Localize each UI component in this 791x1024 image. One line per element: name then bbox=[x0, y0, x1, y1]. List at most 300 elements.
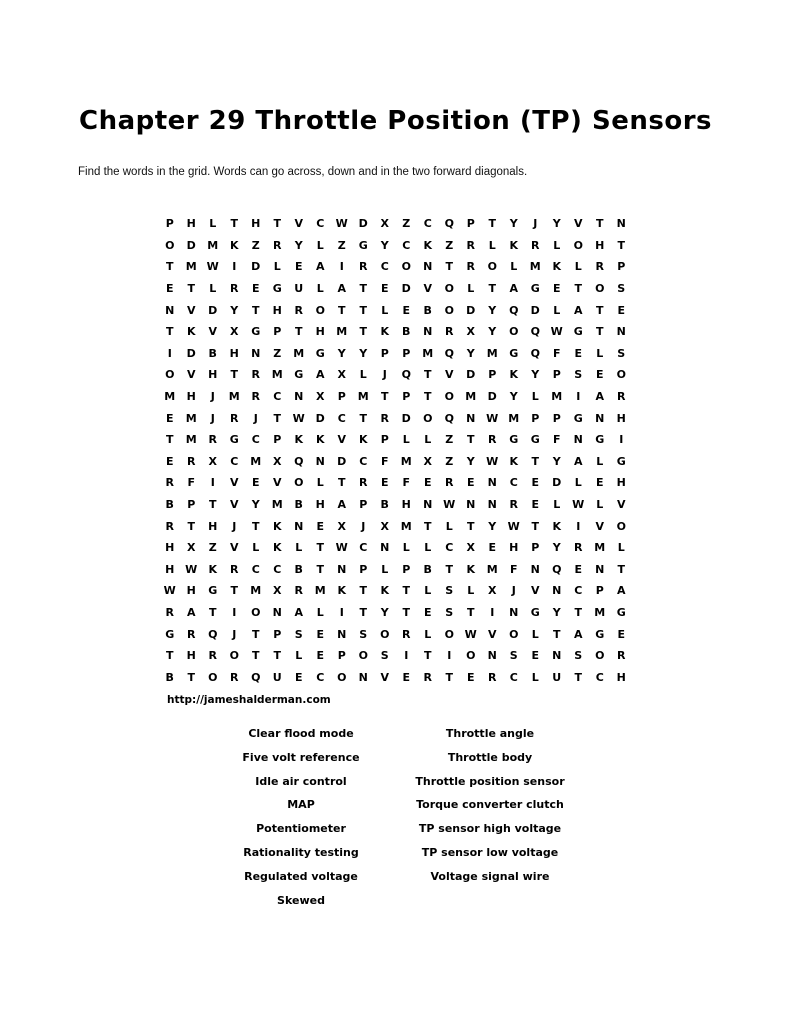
grid-cell: Z bbox=[402, 217, 411, 231]
grid-cell: V bbox=[573, 217, 583, 231]
grid-cell: S bbox=[617, 282, 626, 296]
grid-cell: S bbox=[509, 649, 518, 663]
grid-cell: T bbox=[466, 605, 475, 619]
grid-cell: Z bbox=[445, 433, 454, 447]
grid-cell: G bbox=[573, 411, 583, 425]
grid-cell: E bbox=[466, 476, 475, 490]
grid-cell: M bbox=[594, 605, 606, 619]
grid-cell: M bbox=[207, 238, 219, 252]
grid-cell: S bbox=[574, 649, 583, 663]
grid-cell: G bbox=[294, 368, 304, 382]
grid-cell: E bbox=[531, 498, 539, 512]
grid-cell: E bbox=[316, 519, 324, 533]
grid-cell: V bbox=[423, 282, 432, 296]
grid-cell: R bbox=[423, 670, 432, 684]
grid-cell: P bbox=[531, 411, 540, 425]
grid-cell: T bbox=[359, 282, 367, 296]
grid-cell: E bbox=[466, 670, 475, 684]
grid-cell: E bbox=[165, 282, 174, 296]
grid-cell: K bbox=[423, 238, 433, 252]
grid-cell: N bbox=[466, 411, 476, 425]
grid-cell: E bbox=[165, 411, 174, 425]
grid-cell: K bbox=[380, 584, 390, 598]
grid-cell: T bbox=[617, 562, 625, 576]
grid-cell: X bbox=[187, 541, 196, 555]
instructions-text: Find the words in the grid. Words can go across, down and in the two forward diagonals. bbox=[78, 166, 528, 178]
grid-cell: N bbox=[337, 627, 347, 641]
grid-cell: T bbox=[208, 605, 217, 619]
grid-cell: A bbox=[186, 605, 196, 619]
grid-cell: T bbox=[187, 670, 195, 684]
grid-cell: M bbox=[486, 562, 498, 576]
grid-cell: N bbox=[487, 476, 497, 490]
grid-cell: V bbox=[530, 584, 540, 598]
grid-cell: L bbox=[402, 433, 410, 447]
grid-cell: E bbox=[574, 346, 582, 360]
grid-cell: P bbox=[466, 217, 475, 231]
word-list-item: Throttle angle bbox=[445, 727, 535, 740]
grid-cell: I bbox=[167, 346, 172, 360]
grid-cell: R bbox=[574, 541, 583, 555]
grid-cell: J bbox=[253, 411, 258, 425]
grid-cell: N bbox=[487, 498, 497, 512]
grid-cell: N bbox=[251, 346, 261, 360]
grid-cell: S bbox=[294, 627, 303, 641]
grid-cell: Y bbox=[380, 605, 389, 619]
grid-cell: T bbox=[273, 411, 281, 425]
grid-cell: Y bbox=[488, 519, 497, 533]
grid-cell: V bbox=[229, 476, 239, 490]
grid-cell: O bbox=[423, 411, 433, 425]
grid-cell: M bbox=[250, 454, 262, 468]
grid-cell: G bbox=[165, 627, 175, 641]
grid-cell: O bbox=[337, 670, 347, 684]
grid-cell: V bbox=[595, 519, 604, 533]
grid-cell: Z bbox=[208, 541, 217, 555]
grid-cell: R bbox=[488, 433, 497, 447]
grid-cell: L bbox=[381, 562, 389, 576]
grid-cell: Y bbox=[466, 454, 475, 468]
grid-cell: T bbox=[273, 649, 281, 663]
grid-cell: T bbox=[230, 217, 238, 231]
grid-cell: L bbox=[531, 627, 539, 641]
grid-cell: K bbox=[466, 562, 476, 576]
grid-cell: R bbox=[230, 562, 239, 576]
grid-cell: O bbox=[509, 627, 519, 641]
grid-cell: R bbox=[402, 627, 411, 641]
grid-cell: A bbox=[616, 584, 626, 598]
grid-cell: X bbox=[273, 454, 282, 468]
grid-cell: H bbox=[595, 238, 605, 252]
grid-cell: Q bbox=[552, 562, 562, 576]
page-title: Chapter 29 Throttle Position (TP) Sensors bbox=[79, 106, 712, 136]
grid-cell: T bbox=[445, 670, 453, 684]
grid-cell: I bbox=[576, 390, 581, 404]
grid-cell: G bbox=[573, 325, 583, 339]
grid-cell: H bbox=[186, 649, 196, 663]
grid-cell: V bbox=[380, 670, 389, 684]
grid-cell: R bbox=[531, 238, 540, 252]
grid-cell: T bbox=[595, 325, 604, 339]
grid-cell: L bbox=[424, 433, 432, 447]
grid-cell: N bbox=[595, 411, 605, 425]
grid-cell: E bbox=[165, 454, 174, 468]
grid-cell: Z bbox=[337, 238, 346, 252]
grid-cell: A bbox=[573, 454, 583, 468]
grid-cell: P bbox=[488, 368, 497, 382]
grid-cell: N bbox=[530, 562, 540, 576]
grid-cell: A bbox=[573, 303, 583, 317]
grid-cell: W bbox=[486, 411, 499, 425]
grid-cell: K bbox=[380, 325, 390, 339]
grid-cell: E bbox=[251, 476, 260, 490]
grid-cell: B bbox=[294, 562, 303, 576]
grid-cell: N bbox=[509, 605, 519, 619]
grid-cell: G bbox=[530, 433, 540, 447]
grid-cell: R bbox=[230, 670, 239, 684]
grid-cell: O bbox=[595, 282, 605, 296]
grid-cell: K bbox=[509, 238, 519, 252]
grid-cell: E bbox=[531, 649, 539, 663]
grid-cell: E bbox=[574, 562, 582, 576]
grid-cell: I bbox=[404, 649, 409, 663]
grid-cell: D bbox=[401, 282, 411, 296]
grid-cell: T bbox=[466, 519, 475, 533]
grid-cell: C bbox=[380, 260, 389, 274]
grid-cell: H bbox=[251, 217, 261, 231]
grid-cell: H bbox=[165, 541, 175, 555]
grid-cell: L bbox=[596, 346, 604, 360]
grid-cell: V bbox=[294, 217, 303, 231]
grid-cell: R bbox=[617, 649, 626, 663]
grid-cell: Y bbox=[552, 605, 561, 619]
grid-cell: S bbox=[445, 605, 454, 619]
grid-cell: M bbox=[465, 390, 477, 404]
grid-cell: T bbox=[165, 433, 174, 447]
grid-cell: P bbox=[337, 649, 346, 663]
grid-cell: G bbox=[509, 346, 519, 360]
grid-cell: L bbox=[295, 541, 303, 555]
grid-cell: G bbox=[616, 605, 626, 619]
grid-cell: I bbox=[210, 476, 215, 490]
grid-cell: G bbox=[530, 605, 540, 619]
grid-cell: I bbox=[232, 605, 237, 619]
grid-cell: P bbox=[273, 433, 282, 447]
grid-cell: L bbox=[467, 584, 475, 598]
grid-cell: J bbox=[232, 519, 237, 533]
grid-cell: R bbox=[466, 260, 475, 274]
grid-cell: B bbox=[380, 498, 389, 512]
grid-cell: S bbox=[617, 346, 626, 360]
grid-cell: K bbox=[509, 368, 519, 382]
grid-cell: T bbox=[423, 649, 432, 663]
grid-cell: T bbox=[595, 217, 604, 231]
grid-cell: T bbox=[488, 282, 496, 296]
grid-cell: W bbox=[185, 562, 198, 576]
grid-cell: W bbox=[292, 411, 305, 425]
grid-cell: Y bbox=[230, 303, 239, 317]
grid-cell: O bbox=[444, 303, 454, 317]
grid-cell: M bbox=[336, 325, 348, 339]
grid-cell: E bbox=[617, 627, 625, 641]
grid-cell: L bbox=[359, 368, 367, 382]
grid-cell: L bbox=[316, 282, 324, 296]
grid-cell: T bbox=[466, 433, 475, 447]
grid-cell: D bbox=[315, 411, 325, 425]
grid-cell: T bbox=[251, 303, 260, 317]
grid-cell: G bbox=[208, 584, 218, 598]
grid-cell: R bbox=[488, 670, 497, 684]
grid-cell: C bbox=[273, 562, 282, 576]
grid-cell: J bbox=[210, 411, 215, 425]
grid-cell: O bbox=[616, 368, 626, 382]
grid-cell: E bbox=[251, 282, 260, 296]
word-list-item: Clear flood mode bbox=[248, 727, 354, 740]
grid-cell: R bbox=[294, 303, 303, 317]
grid-cell: W bbox=[335, 217, 348, 231]
grid-cell: G bbox=[595, 627, 605, 641]
grid-cell: H bbox=[509, 541, 519, 555]
grid-cell: Y bbox=[509, 217, 518, 231]
grid-cell: B bbox=[165, 670, 174, 684]
grid-cell: D bbox=[186, 346, 196, 360]
grid-cell: N bbox=[358, 670, 368, 684]
grid-cell: P bbox=[165, 217, 174, 231]
grid-cell: Y bbox=[466, 346, 475, 360]
grid-cell: A bbox=[294, 605, 303, 619]
grid-cell: L bbox=[402, 541, 410, 555]
grid-cell: N bbox=[552, 584, 562, 598]
grid-cell: Z bbox=[445, 454, 454, 468]
grid-cell: T bbox=[230, 368, 238, 382]
grid-cell: V bbox=[208, 325, 217, 339]
grid-cell: X bbox=[273, 584, 282, 598]
grid-cell: L bbox=[596, 454, 604, 468]
grid-cell: I bbox=[339, 260, 344, 274]
grid-cell: T bbox=[273, 217, 281, 231]
grid-cell: F bbox=[187, 476, 195, 490]
grid-cell: C bbox=[251, 562, 260, 576]
grid-cell: U bbox=[552, 670, 562, 684]
word-list-item: Throttle body bbox=[447, 750, 533, 764]
grid-cell: V bbox=[337, 433, 346, 447]
grid-cell: L bbox=[574, 476, 582, 490]
grid-cell: C bbox=[316, 670, 325, 684]
grid-cell: R bbox=[208, 649, 217, 663]
grid-cell: O bbox=[165, 368, 175, 382]
grid-cell: R bbox=[617, 390, 626, 404]
grid-cell: P bbox=[402, 562, 411, 576]
grid-cell: Y bbox=[509, 390, 518, 404]
grid-cell: N bbox=[487, 649, 497, 663]
grid-cell: O bbox=[444, 627, 454, 641]
grid-cell: C bbox=[423, 217, 432, 231]
grid-cell: H bbox=[186, 217, 196, 231]
grid-cell: D bbox=[401, 411, 411, 425]
grid-cell: X bbox=[466, 325, 475, 339]
grid-cell: F bbox=[552, 433, 561, 447]
word-list-item: Idle air control bbox=[255, 774, 347, 788]
grid-cell: G bbox=[616, 454, 626, 468]
grid-cell: P bbox=[531, 541, 540, 555]
grid-cell: K bbox=[208, 562, 218, 576]
grid-cell: Q bbox=[530, 346, 540, 360]
grid-cell: R bbox=[208, 433, 217, 447]
grid-cell: P bbox=[273, 325, 282, 339]
grid-cell: W bbox=[206, 260, 219, 274]
grid-cell: M bbox=[271, 498, 283, 512]
grid-cell: C bbox=[316, 217, 325, 231]
grid-cell: W bbox=[443, 498, 456, 512]
grid-cell: T bbox=[251, 627, 260, 641]
grid-cell: L bbox=[424, 541, 432, 555]
grid-cell: A bbox=[573, 627, 583, 641]
grid-cell: S bbox=[380, 649, 389, 663]
grid-cell: O bbox=[444, 390, 454, 404]
grid-cell: C bbox=[509, 670, 518, 684]
grid-cell: J bbox=[533, 217, 538, 231]
grid-cell: E bbox=[402, 670, 410, 684]
grid-cell: W bbox=[464, 627, 477, 641]
grid-cell: W bbox=[507, 519, 520, 533]
grid-cell: L bbox=[252, 541, 260, 555]
grid-cell: A bbox=[315, 368, 325, 382]
grid-cell: C bbox=[230, 454, 239, 468]
grid-cell: L bbox=[531, 670, 539, 684]
grid-cell: P bbox=[380, 346, 389, 360]
grid-cell: H bbox=[315, 325, 325, 339]
grid-cell: J bbox=[382, 368, 387, 382]
grid-cell: T bbox=[574, 670, 582, 684]
grid-cell: O bbox=[466, 649, 476, 663]
grid-cell: R bbox=[509, 498, 518, 512]
grid-cell: I bbox=[490, 605, 495, 619]
word-list-left bbox=[195, 722, 407, 912]
grid-cell: X bbox=[208, 454, 217, 468]
grid-cell: S bbox=[359, 627, 368, 641]
grid-cell: M bbox=[508, 411, 520, 425]
grid-cell: R bbox=[251, 390, 260, 404]
grid-cell: H bbox=[315, 498, 325, 512]
grid-cell: B bbox=[423, 303, 432, 317]
grid-cell: L bbox=[553, 498, 561, 512]
grid-cell: T bbox=[402, 605, 410, 619]
grid-cell: V bbox=[229, 498, 239, 512]
grid-cell: B bbox=[402, 325, 411, 339]
grid-cell: T bbox=[337, 476, 346, 490]
grid-cell: B bbox=[165, 498, 174, 512]
grid-cell: T bbox=[574, 605, 582, 619]
grid-cell: O bbox=[487, 260, 497, 274]
source-url: http://jameshalderman.com bbox=[167, 694, 331, 706]
grid-cell: M bbox=[185, 433, 197, 447]
grid-cell: O bbox=[165, 238, 175, 252]
grid-cell: T bbox=[445, 260, 453, 274]
grid-cell: T bbox=[294, 325, 303, 339]
word-list-item: Rationality testing bbox=[243, 845, 359, 859]
grid-cell: E bbox=[316, 627, 324, 641]
grid-cell: E bbox=[380, 282, 389, 296]
grid-cell: B bbox=[423, 562, 432, 576]
grid-cell: L bbox=[209, 217, 217, 231]
grid-cell: W bbox=[550, 325, 563, 339]
grid-cell: K bbox=[229, 238, 239, 252]
grid-cell: Q bbox=[294, 454, 304, 468]
grid-cell: A bbox=[595, 390, 604, 404]
grid-cell: E bbox=[617, 303, 625, 317]
grid-cell: T bbox=[531, 454, 539, 468]
grid-cell: R bbox=[380, 411, 389, 425]
grid-cell: L bbox=[553, 238, 561, 252]
grid-cell: T bbox=[445, 562, 453, 576]
grid-cell: O bbox=[294, 476, 304, 490]
grid-cell: D bbox=[358, 217, 368, 231]
grid-cell: R bbox=[165, 476, 174, 490]
grid-cell: T bbox=[488, 217, 496, 231]
grid-cell: L bbox=[574, 260, 582, 274]
grid-cell: T bbox=[359, 584, 367, 598]
grid-cell: Z bbox=[445, 238, 454, 252]
grid-cell: R bbox=[273, 238, 282, 252]
grid-cell: T bbox=[574, 282, 582, 296]
grid-cell: V bbox=[186, 303, 196, 317]
grid-cell: M bbox=[250, 584, 262, 598]
word-search-grid bbox=[159, 213, 632, 688]
grid-cell: W bbox=[163, 584, 176, 598]
grid-cell: L bbox=[316, 605, 324, 619]
grid-cell: H bbox=[186, 584, 196, 598]
grid-cell: Q bbox=[509, 303, 519, 317]
grid-cell: M bbox=[400, 454, 412, 468]
word-list-item: MAP bbox=[287, 798, 315, 812]
grid-cell: H bbox=[401, 498, 411, 512]
grid-cell: N bbox=[423, 498, 433, 512]
grid-cell: O bbox=[401, 260, 411, 274]
grid-cell: T bbox=[251, 649, 260, 663]
grid-cell: P bbox=[380, 433, 389, 447]
grid-cell: A bbox=[337, 498, 346, 512]
grid-cell: E bbox=[531, 476, 539, 490]
grid-cell: F bbox=[552, 346, 561, 360]
grid-cell: D bbox=[487, 390, 497, 404]
grid-cell: H bbox=[616, 670, 626, 684]
grid-cell: X bbox=[488, 584, 497, 598]
grid-cell: R bbox=[165, 605, 174, 619]
grid-cell: P bbox=[337, 390, 346, 404]
grid-cell: E bbox=[595, 368, 604, 382]
grid-cell: M bbox=[314, 584, 326, 598]
word-list-item: Voltage signal wire bbox=[430, 869, 550, 883]
grid-cell: X bbox=[380, 217, 389, 231]
grid-cell: T bbox=[187, 282, 195, 296]
grid-cell: T bbox=[380, 390, 389, 404]
grid-cell: O bbox=[509, 325, 519, 339]
grid-cell: R bbox=[595, 260, 604, 274]
grid-cell: J bbox=[210, 390, 215, 404]
grid-cell: L bbox=[445, 519, 453, 533]
grid-cell: R bbox=[230, 411, 239, 425]
grid-cell: E bbox=[402, 303, 410, 317]
grid-cell: Y bbox=[552, 541, 561, 555]
grid-cell: J bbox=[361, 519, 366, 533]
grid-cell: Y bbox=[488, 325, 497, 339]
grid-cell: Q bbox=[251, 670, 261, 684]
grid-cell: C bbox=[251, 433, 260, 447]
grid-cell: V bbox=[616, 498, 626, 512]
grid-cell: M bbox=[551, 390, 563, 404]
grid-cell: Y bbox=[488, 303, 497, 317]
word-list-item: TP sensor high voltage bbox=[418, 822, 562, 836]
